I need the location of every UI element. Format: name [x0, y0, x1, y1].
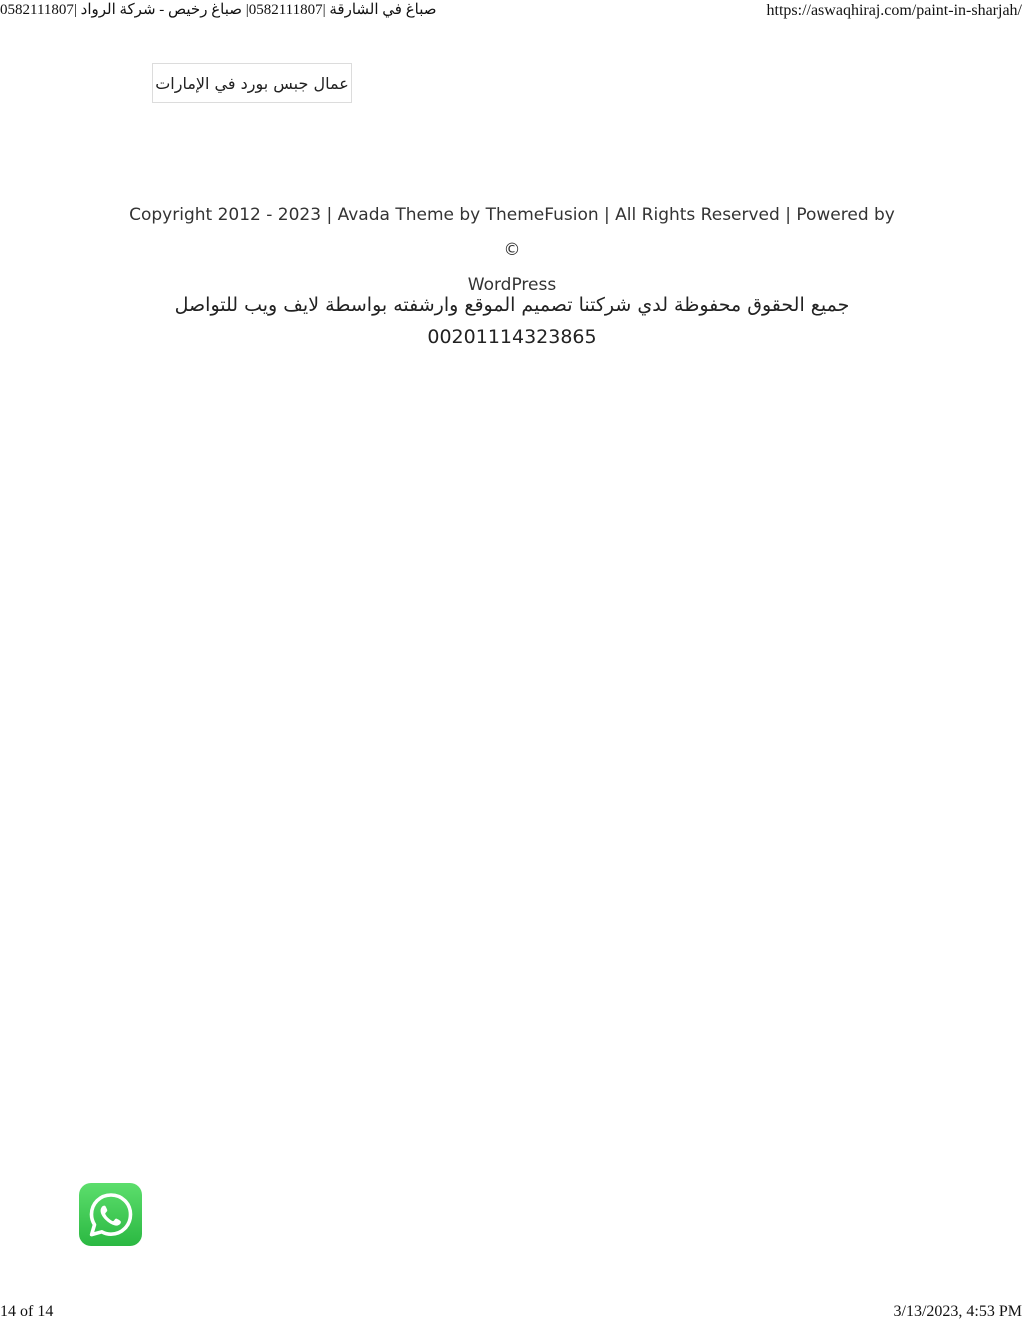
copyright-prefix: Copyright 2012 - 2023 | Avada Theme by — [129, 205, 486, 225]
tag-link-gypsum-board[interactable]: عمال جبس بورد في الإمارات — [152, 63, 352, 103]
wordpress-link[interactable]: WordPress — [467, 275, 557, 295]
copyright-middle: | All Rights Reserved | Powered by © — [503, 205, 895, 260]
whatsapp-icon — [87, 1191, 135, 1239]
whatsapp-button[interactable] — [79, 1183, 142, 1246]
print-page-title: صباغ في الشارقة |0582111807| صباغ رخيص - شركة الرواد |0582111807 — [0, 2, 437, 18]
themefusion-link[interactable]: ThemeFusion — [485, 205, 599, 225]
print-url: https://aswaqhiraj.com/paint-in-sharjah/ — [766, 2, 1022, 19]
arabic-credits-text: جميع الحقوق محفوظة لدي شركتنا تصميم الموقع وارشفته بواسطة لايف ويب للتواصل 00201114323865 — [174, 294, 850, 348]
print-datetime: 3/13/2023, 4:53 PM — [893, 1303, 1022, 1320]
copyright-text — [120, 198, 904, 303]
print-page-number: 14 of 14 — [0, 1303, 54, 1320]
